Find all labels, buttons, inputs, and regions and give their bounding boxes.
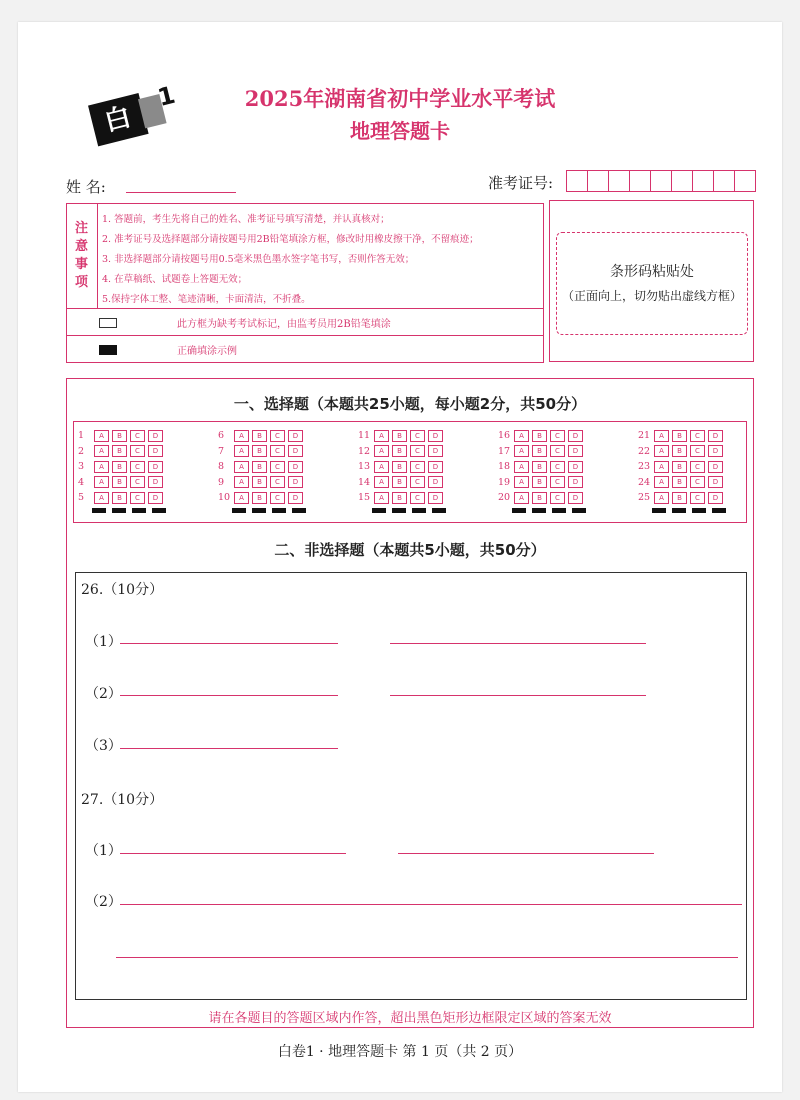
answer-area bbox=[66, 378, 754, 1028]
q27-sub2-line-a[interactable] bbox=[120, 904, 742, 905]
option-bubble[interactable]: C bbox=[270, 461, 285, 473]
choice-row bbox=[78, 475, 166, 491]
question-number: 11 bbox=[358, 430, 371, 442]
option-bubble[interactable]: B bbox=[252, 445, 267, 457]
choice-row bbox=[358, 459, 446, 475]
timing-mark bbox=[552, 508, 566, 513]
option-bubble[interactable]: D bbox=[148, 430, 163, 442]
option-bubble[interactable]: B bbox=[392, 476, 407, 488]
choice-row bbox=[638, 444, 726, 460]
option-bubble[interactable]: B bbox=[252, 430, 267, 442]
q27-label: 27.（10分） bbox=[81, 792, 164, 808]
notice-item: 2. 准考证号及选择题部分请按题号用2B铅笔填涂方框，修改时用橡皮擦干净，不留痕迹； bbox=[102, 234, 479, 245]
choice-group bbox=[358, 428, 446, 506]
choice-row bbox=[218, 428, 306, 444]
option-bubble[interactable]: D bbox=[148, 461, 163, 473]
absent-mark-box[interactable] bbox=[99, 318, 117, 328]
option-bubble[interactable]: C bbox=[410, 476, 425, 488]
choice-group bbox=[638, 428, 726, 506]
question-number: 22 bbox=[638, 445, 651, 457]
timing-mark bbox=[432, 508, 446, 513]
option-bubble[interactable]: B bbox=[392, 461, 407, 473]
option-bubble[interactable]: D bbox=[428, 430, 443, 442]
exam-id-digit-box[interactable] bbox=[671, 170, 693, 192]
option-bubble[interactable]: C bbox=[690, 492, 705, 504]
option-bubble[interactable]: C bbox=[130, 445, 145, 457]
q26-sub2-line-a[interactable] bbox=[120, 695, 338, 696]
choice-row bbox=[218, 444, 306, 460]
choice-row bbox=[78, 459, 166, 475]
barcode-note: （正面向上，切勿贴出虚线方框） bbox=[561, 289, 742, 303]
badge-number: 1 bbox=[154, 80, 178, 112]
option-bubble[interactable]: D bbox=[288, 461, 303, 473]
option-bubble[interactable]: C bbox=[550, 461, 565, 473]
option-bubble[interactable]: C bbox=[270, 476, 285, 488]
option-bubble[interactable]: C bbox=[550, 476, 565, 488]
option-bubble[interactable]: B bbox=[672, 445, 687, 457]
timing-mark bbox=[152, 508, 166, 513]
exam-id-digit-box[interactable] bbox=[734, 170, 756, 192]
q27-sub1-line-b[interactable] bbox=[398, 853, 654, 854]
option-bubble[interactable]: D bbox=[708, 430, 723, 442]
timing-marks bbox=[92, 508, 172, 513]
option-bubble[interactable]: D bbox=[568, 430, 583, 442]
fill-example-row bbox=[67, 335, 543, 363]
choice-row bbox=[218, 459, 306, 475]
option-bubble[interactable]: A bbox=[234, 430, 249, 442]
question-number: 9 bbox=[218, 476, 225, 488]
choice-group bbox=[78, 428, 166, 506]
absent-mark-text: 此方框为缺考考试标记，由监考员用2B铅笔填涂 bbox=[177, 319, 391, 330]
timing-mark bbox=[372, 508, 386, 513]
option-bubble[interactable]: B bbox=[532, 476, 547, 488]
timing-mark bbox=[392, 508, 406, 513]
choice-row bbox=[498, 428, 586, 444]
question-number: 15 bbox=[358, 492, 371, 504]
question-number: 3 bbox=[78, 461, 85, 473]
q27-sub2-label: （2） bbox=[85, 894, 122, 910]
timing-mark bbox=[572, 508, 586, 513]
timing-marks bbox=[652, 508, 732, 513]
option-bubble[interactable]: A bbox=[234, 445, 249, 457]
option-bubble[interactable]: D bbox=[708, 492, 723, 504]
section1-title: 一、选择题（本题共25小题，每小题2分，共50分） bbox=[233, 395, 587, 413]
option-bubble[interactable]: B bbox=[672, 476, 687, 488]
option-bubble[interactable]: A bbox=[514, 430, 529, 442]
notice-item: 3. 非选择题部分请按题号用0.5毫米黑色墨水签字笔书写，否则作答无效； bbox=[102, 254, 415, 265]
question-number: 7 bbox=[218, 445, 225, 457]
option-bubble[interactable]: B bbox=[112, 430, 127, 442]
option-bubble[interactable]: A bbox=[94, 476, 109, 488]
choice-row bbox=[78, 490, 166, 506]
q26-sub3-label: （3） bbox=[85, 738, 122, 754]
option-bubble[interactable]: B bbox=[392, 445, 407, 457]
timing-mark bbox=[112, 508, 126, 513]
option-bubble[interactable]: D bbox=[288, 445, 303, 457]
question-number: 14 bbox=[358, 476, 371, 488]
question-number: 13 bbox=[358, 461, 371, 473]
question-number: 17 bbox=[498, 445, 511, 457]
option-bubble[interactable]: D bbox=[568, 461, 583, 473]
choice-grid bbox=[73, 421, 747, 523]
option-bubble[interactable]: B bbox=[672, 430, 687, 442]
timing-marks bbox=[372, 508, 452, 513]
option-bubble[interactable]: D bbox=[708, 461, 723, 473]
timing-mark bbox=[252, 508, 266, 513]
choice-row bbox=[498, 475, 586, 491]
question-number: 23 bbox=[638, 461, 651, 473]
timing-mark bbox=[292, 508, 306, 513]
q27-sub1-line-a[interactable] bbox=[120, 853, 346, 854]
question-number: 21 bbox=[638, 430, 651, 442]
option-bubble[interactable]: D bbox=[428, 445, 443, 457]
question-number: 4 bbox=[78, 476, 85, 488]
option-bubble[interactable]: D bbox=[428, 476, 443, 488]
sheet-subtitle: 地理答题卡 bbox=[350, 119, 450, 143]
option-bubble[interactable]: D bbox=[428, 461, 443, 473]
option-bubble[interactable]: C bbox=[690, 476, 705, 488]
option-bubble[interactable]: D bbox=[148, 445, 163, 457]
barcode-dashed-frame bbox=[556, 232, 748, 335]
q26-sub2-line-b[interactable] bbox=[390, 695, 646, 696]
name-label: 姓 名: bbox=[66, 178, 106, 196]
option-bubble[interactable]: D bbox=[288, 492, 303, 504]
timing-mark bbox=[92, 508, 106, 513]
filled-example-box bbox=[99, 345, 117, 355]
question-number: 2 bbox=[78, 445, 85, 457]
option-bubble[interactable]: A bbox=[654, 476, 669, 488]
question-number: 19 bbox=[498, 476, 511, 488]
q26-label: 26.（10分） bbox=[81, 582, 164, 598]
option-bubble[interactable]: D bbox=[148, 492, 163, 504]
option-bubble[interactable]: A bbox=[654, 430, 669, 442]
choice-group bbox=[218, 428, 306, 506]
question-number: 10 bbox=[218, 492, 231, 504]
option-bubble[interactable]: B bbox=[112, 445, 127, 457]
exam-title: 2025年湖南省初中学业水平考试 bbox=[244, 86, 556, 111]
option-bubble[interactable]: A bbox=[514, 461, 529, 473]
option-bubble[interactable]: C bbox=[130, 492, 145, 504]
answer-warning: 请在各题目的答题区域内作答，超出黑色矩形边框限定区域的答案无效 bbox=[208, 1011, 612, 1026]
choice-row bbox=[498, 444, 586, 460]
option-bubble[interactable]: B bbox=[532, 492, 547, 504]
option-bubble[interactable]: D bbox=[568, 476, 583, 488]
choice-row bbox=[498, 490, 586, 506]
option-bubble[interactable]: D bbox=[148, 476, 163, 488]
option-bubble[interactable]: A bbox=[374, 492, 389, 504]
option-bubble[interactable]: C bbox=[410, 445, 425, 457]
exam-id-digit-box[interactable] bbox=[608, 170, 630, 192]
q26-sub2-label: （2） bbox=[85, 686, 122, 702]
option-bubble[interactable]: A bbox=[94, 430, 109, 442]
option-bubble[interactable]: D bbox=[708, 445, 723, 457]
notice-item: 1. 答题前，考生先将自己的姓名、准考证号填写清楚，并认真核对； bbox=[102, 214, 390, 225]
option-bubble[interactable]: D bbox=[428, 492, 443, 504]
choice-row bbox=[358, 475, 446, 491]
option-bubble[interactable]: A bbox=[374, 445, 389, 457]
option-bubble[interactable]: C bbox=[550, 430, 565, 442]
question-number: 6 bbox=[218, 430, 225, 442]
option-bubble[interactable]: A bbox=[374, 430, 389, 442]
barcode-area bbox=[549, 200, 754, 362]
choice-row bbox=[218, 475, 306, 491]
timing-marks bbox=[232, 508, 312, 513]
option-bubble[interactable]: D bbox=[568, 492, 583, 504]
choice-row bbox=[638, 490, 726, 506]
question-number: 12 bbox=[358, 445, 371, 457]
notice-item: 4. 在草稿纸、试题卷上答题无效； bbox=[102, 274, 248, 285]
option-bubble[interactable]: A bbox=[94, 461, 109, 473]
option-bubble[interactable]: A bbox=[514, 492, 529, 504]
choice-group bbox=[498, 428, 586, 506]
choice-row bbox=[638, 428, 726, 444]
question-number: 1 bbox=[78, 430, 85, 442]
notice-item: 5.保持字体工整、笔迹清晰，卡面清洁，不折叠。 bbox=[102, 294, 311, 305]
option-bubble[interactable]: C bbox=[130, 476, 145, 488]
exam-id-digit-box[interactable] bbox=[713, 170, 735, 192]
timing-mark bbox=[132, 508, 146, 513]
option-bubble[interactable]: B bbox=[252, 492, 267, 504]
option-bubble[interactable]: A bbox=[374, 461, 389, 473]
badge-text: 白卷 bbox=[88, 93, 149, 146]
q26-sub3-line[interactable] bbox=[120, 748, 338, 749]
timing-mark bbox=[272, 508, 286, 513]
question-number: 8 bbox=[218, 461, 225, 473]
option-bubble[interactable]: C bbox=[270, 445, 285, 457]
question-number: 16 bbox=[498, 430, 511, 442]
choice-row bbox=[358, 428, 446, 444]
option-bubble[interactable]: A bbox=[654, 492, 669, 504]
exam-id-digit-box[interactable] bbox=[629, 170, 651, 192]
exam-id-label: 准考证号: bbox=[488, 174, 554, 192]
timing-mark bbox=[512, 508, 526, 513]
barcode-title: 条形码粘贴处 bbox=[610, 264, 694, 280]
option-bubble[interactable]: D bbox=[288, 430, 303, 442]
timing-mark bbox=[692, 508, 706, 513]
q26-sub1-line-b[interactable] bbox=[390, 643, 646, 644]
option-bubble[interactable]: C bbox=[130, 430, 145, 442]
notice-side bbox=[67, 204, 98, 308]
option-bubble[interactable]: A bbox=[654, 461, 669, 473]
choice-row bbox=[638, 459, 726, 475]
notice-side-label: 注意事项 bbox=[75, 221, 89, 290]
option-bubble[interactable]: A bbox=[514, 476, 529, 488]
q26-sub1-line-a[interactable] bbox=[120, 643, 338, 644]
option-bubble[interactable]: C bbox=[270, 492, 285, 504]
choice-row bbox=[358, 490, 446, 506]
timing-mark bbox=[652, 508, 666, 513]
q26-sub1-label: （1） bbox=[85, 634, 122, 650]
timing-mark bbox=[712, 508, 726, 513]
option-bubble[interactable]: D bbox=[288, 476, 303, 488]
timing-marks bbox=[512, 508, 592, 513]
section2-title: 二、非选择题（本题共5小题，共50分） bbox=[274, 541, 546, 559]
option-bubble[interactable]: A bbox=[514, 445, 529, 457]
option-bubble[interactable]: B bbox=[532, 461, 547, 473]
option-bubble[interactable]: B bbox=[672, 461, 687, 473]
choice-row bbox=[78, 428, 166, 444]
option-bubble[interactable]: B bbox=[532, 430, 547, 442]
choice-row bbox=[498, 459, 586, 475]
option-bubble[interactable]: B bbox=[252, 476, 267, 488]
q27-sub2-line-b[interactable] bbox=[116, 957, 738, 958]
option-bubble[interactable]: A bbox=[94, 445, 109, 457]
timing-mark bbox=[232, 508, 246, 513]
option-bubble[interactable]: A bbox=[654, 445, 669, 457]
option-bubble[interactable]: D bbox=[708, 476, 723, 488]
absent-mark-row bbox=[67, 308, 543, 336]
option-bubble[interactable]: A bbox=[94, 492, 109, 504]
option-bubble[interactable]: B bbox=[392, 430, 407, 442]
option-bubble[interactable]: C bbox=[410, 430, 425, 442]
exam-id-digit-box[interactable] bbox=[692, 170, 714, 192]
question-number: 20 bbox=[498, 492, 511, 504]
timing-mark bbox=[532, 508, 546, 513]
option-bubble[interactable]: C bbox=[550, 492, 565, 504]
option-bubble[interactable]: B bbox=[532, 445, 547, 457]
q27-sub1-label: （1） bbox=[85, 843, 122, 859]
option-bubble[interactable]: A bbox=[374, 476, 389, 488]
option-bubble[interactable]: C bbox=[270, 430, 285, 442]
option-bubble[interactable]: A bbox=[234, 492, 249, 504]
fill-example-text: 正确填涂示例 bbox=[177, 346, 237, 357]
option-bubble[interactable]: B bbox=[112, 476, 127, 488]
option-bubble[interactable]: A bbox=[234, 461, 249, 473]
name-field[interactable] bbox=[126, 192, 236, 193]
question-number: 18 bbox=[498, 461, 511, 473]
choice-row bbox=[638, 475, 726, 491]
written-answer-box bbox=[75, 572, 747, 1000]
page-footer: 白卷1 · 地理答题卡 第 1 页（共 2 页） bbox=[277, 1044, 523, 1060]
option-bubble[interactable]: C bbox=[130, 461, 145, 473]
option-bubble[interactable]: B bbox=[672, 492, 687, 504]
choice-row bbox=[358, 444, 446, 460]
option-bubble[interactable]: B bbox=[252, 461, 267, 473]
question-number: 24 bbox=[638, 476, 651, 488]
option-bubble[interactable]: C bbox=[410, 461, 425, 473]
option-bubble[interactable]: B bbox=[392, 492, 407, 504]
exam-id-digit-box[interactable] bbox=[650, 170, 672, 192]
exam-id-digit-box[interactable] bbox=[566, 170, 588, 192]
notice-box bbox=[66, 203, 544, 363]
option-bubble[interactable]: C bbox=[690, 461, 705, 473]
choice-row bbox=[78, 444, 166, 460]
timing-mark bbox=[672, 508, 686, 513]
option-bubble[interactable]: C bbox=[550, 445, 565, 457]
exam-id-digit-box[interactable] bbox=[587, 170, 609, 192]
option-bubble[interactable]: B bbox=[112, 492, 127, 504]
choice-row bbox=[218, 490, 306, 506]
notice-items bbox=[102, 210, 540, 310]
timing-mark bbox=[412, 508, 426, 513]
option-bubble[interactable]: B bbox=[112, 461, 127, 473]
option-bubble[interactable]: C bbox=[690, 445, 705, 457]
option-bubble[interactable]: A bbox=[234, 476, 249, 488]
question-number: 25 bbox=[638, 492, 651, 504]
question-number: 5 bbox=[78, 492, 85, 504]
exam-id-boxes[interactable] bbox=[566, 170, 755, 192]
option-bubble[interactable]: C bbox=[690, 430, 705, 442]
option-bubble[interactable]: D bbox=[568, 445, 583, 457]
option-bubble[interactable]: C bbox=[410, 492, 425, 504]
